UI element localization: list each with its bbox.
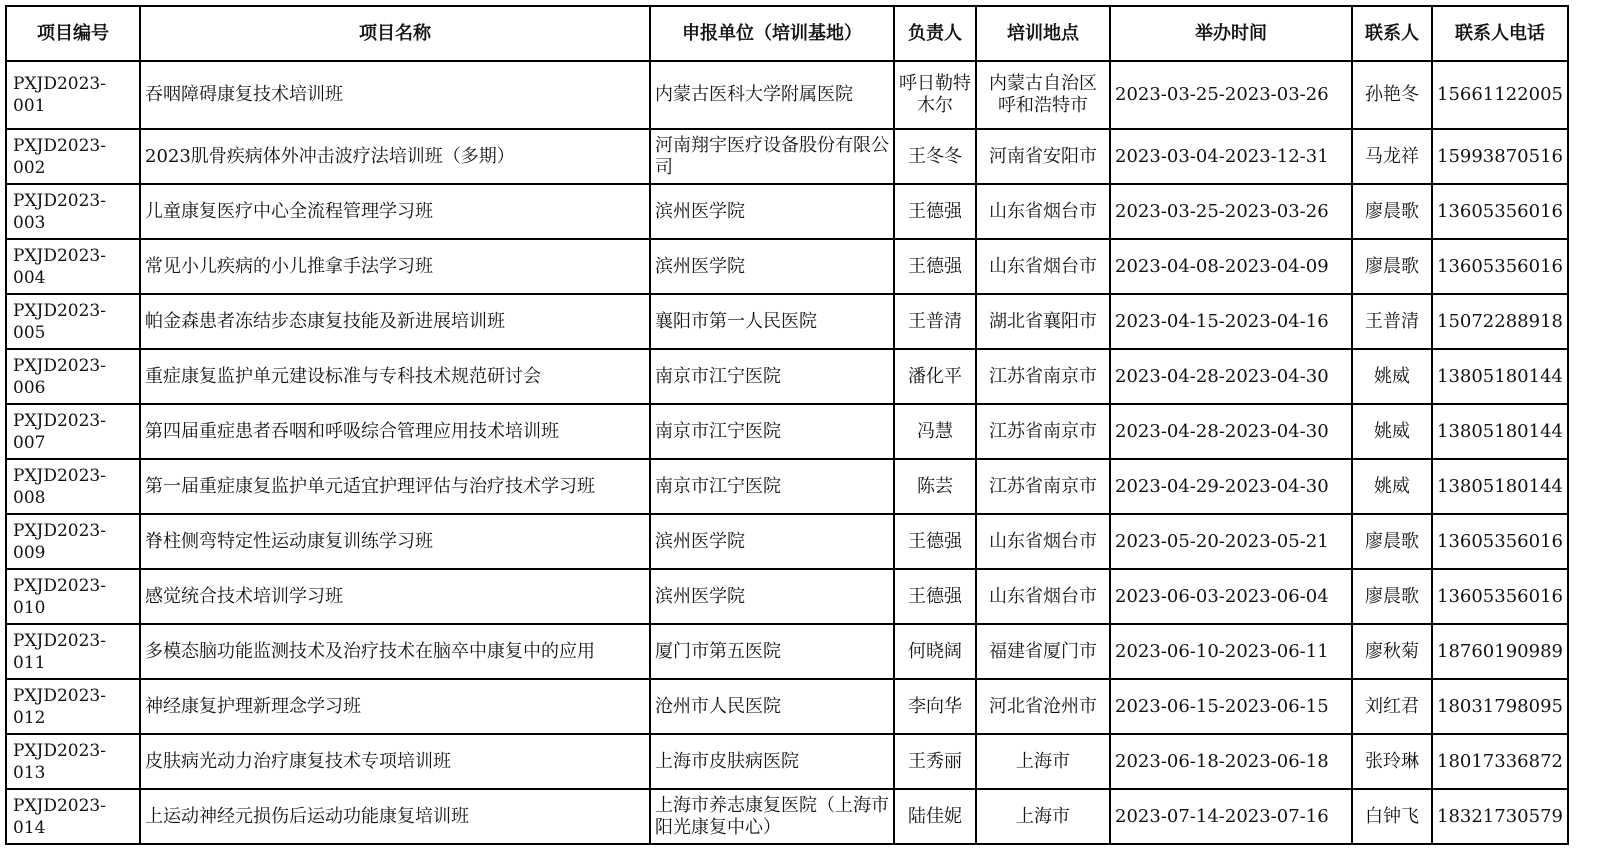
header-name: 项目名称 [140,6,650,61]
cell-name: 皮肤病光动力治疗康复技术专项培训班 [140,734,650,789]
cell-location: 江苏省南京市 [976,404,1110,459]
table-row [6,239,1568,294]
header-unit: 申报单位（培训基地） [650,6,894,61]
cell-name: 儿童康复医疗中心全流程管理学习班 [140,184,650,239]
cell-lead: 冯慧 [894,404,976,459]
cell-contact: 姚威 [1352,349,1432,404]
cell-phone: 15072288918 [1432,294,1568,349]
cell-name: 重症康复监护单元建设标准与专科技术规范研讨会 [140,349,650,404]
cell-code: PXJD2023-001 [6,61,140,129]
cell-name: 上运动神经元损伤后运动功能康复培训班 [140,789,650,844]
table-row [6,349,1568,404]
table-row [6,184,1568,239]
cell-phone: 18321730579 [1432,789,1568,844]
cell-lead: 王德强 [894,184,976,239]
table-row [6,294,1568,349]
cell-location: 山东省烟台市 [976,239,1110,294]
cell-phone: 13805180144 [1432,459,1568,514]
cell-lead: 王普清 [894,294,976,349]
cell-date: 2023-04-28-2023-04-30 [1110,404,1352,459]
cell-unit: 滨州医学院 [650,569,894,624]
cell-lead: 王德强 [894,514,976,569]
cell-contact: 马龙祥 [1352,129,1432,184]
cell-contact: 白钟飞 [1352,789,1432,844]
cell-code: PXJD2023-006 [6,349,140,404]
cell-contact: 姚威 [1352,404,1432,459]
cell-code: PXJD2023-012 [6,679,140,734]
cell-location: 山东省烟台市 [976,569,1110,624]
training-project-table [5,5,1569,845]
cell-code: PXJD2023-002 [6,129,140,184]
cell-name: 吞咽障碍康复技术培训班 [140,61,650,129]
cell-location: 江苏省南京市 [976,349,1110,404]
header-code: 项目编号 [6,6,140,61]
cell-contact: 廖秋菊 [1352,624,1432,679]
table-body [6,61,1568,844]
cell-lead: 王秀丽 [894,734,976,789]
cell-phone: 13605356016 [1432,184,1568,239]
cell-lead: 王冬冬 [894,129,976,184]
cell-code: PXJD2023-004 [6,239,140,294]
training-project-sheet [5,5,1569,845]
table-row [6,789,1568,844]
cell-contact: 孙艳冬 [1352,61,1432,129]
cell-contact: 廖晨歌 [1352,184,1432,239]
cell-contact: 廖晨歌 [1352,514,1432,569]
cell-date: 2023-03-25-2023-03-26 [1110,184,1352,239]
header-row [6,6,1568,61]
table-row [6,129,1568,184]
cell-location: 河北省沧州市 [976,679,1110,734]
table-row [6,459,1568,514]
cell-unit: 内蒙古医科大学附属医院 [650,61,894,129]
cell-contact: 张玲琳 [1352,734,1432,789]
cell-date: 2023-06-15-2023-06-15 [1110,679,1352,734]
cell-date: 2023-06-18-2023-06-18 [1110,734,1352,789]
cell-unit: 沧州市人民医院 [650,679,894,734]
cell-unit: 南京市江宁医院 [650,459,894,514]
table-row [6,734,1568,789]
cell-code: PXJD2023-010 [6,569,140,624]
cell-date: 2023-06-03-2023-06-04 [1110,569,1352,624]
cell-date: 2023-04-28-2023-04-30 [1110,349,1352,404]
cell-unit: 滨州医学院 [650,239,894,294]
cell-contact: 姚威 [1352,459,1432,514]
cell-name: 第一届重症康复监护单元适宜护理评估与治疗技术学习班 [140,459,650,514]
cell-unit: 河南翔宇医疗设备股份有限公司 [650,129,894,184]
table-row [6,679,1568,734]
cell-date: 2023-05-20-2023-05-21 [1110,514,1352,569]
cell-lead: 陈芸 [894,459,976,514]
cell-contact: 刘红君 [1352,679,1432,734]
cell-phone: 13805180144 [1432,349,1568,404]
header-contact: 联系人 [1352,6,1432,61]
cell-phone: 18760190989 [1432,624,1568,679]
cell-name: 神经康复护理新理念学习班 [140,679,650,734]
cell-lead: 李向华 [894,679,976,734]
cell-date: 2023-03-04-2023-12-31 [1110,129,1352,184]
cell-date: 2023-04-29-2023-04-30 [1110,459,1352,514]
cell-name: 帕金森患者冻结步态康复技能及新进展培训班 [140,294,650,349]
cell-lead: 何晓阔 [894,624,976,679]
cell-location: 上海市 [976,734,1110,789]
cell-code: PXJD2023-013 [6,734,140,789]
cell-phone: 13805180144 [1432,404,1568,459]
cell-unit: 襄阳市第一人民医院 [650,294,894,349]
cell-date: 2023-06-10-2023-06-11 [1110,624,1352,679]
cell-unit: 上海市皮肤病医院 [650,734,894,789]
header-phone: 联系人电话 [1432,6,1568,61]
cell-phone: 15993870516 [1432,129,1568,184]
cell-date: 2023-03-25-2023-03-26 [1110,61,1352,129]
cell-phone: 13605356016 [1432,569,1568,624]
cell-unit: 上海市养志康复医院（上海市阳光康复中心） [650,789,894,844]
cell-location: 江苏省南京市 [976,459,1110,514]
table-row [6,514,1568,569]
cell-lead: 呼日勒特木尔 [894,61,976,129]
cell-lead: 王德强 [894,569,976,624]
cell-phone: 13605356016 [1432,239,1568,294]
cell-contact: 王普清 [1352,294,1432,349]
cell-code: PXJD2023-007 [6,404,140,459]
cell-name: 2023肌骨疾病体外冲击波疗法培训班（多期） [140,129,650,184]
table-row [6,624,1568,679]
cell-location: 上海市 [976,789,1110,844]
cell-location: 内蒙古自治区呼和浩特市 [976,61,1110,129]
cell-unit: 滨州医学院 [650,184,894,239]
cell-lead: 陆佳妮 [894,789,976,844]
table-row [6,404,1568,459]
cell-name: 多模态脑功能监测技术及治疗技术在脑卒中康复中的应用 [140,624,650,679]
header-location: 培训地点 [976,6,1110,61]
cell-lead: 王德强 [894,239,976,294]
cell-lead: 潘化平 [894,349,976,404]
cell-phone: 18017336872 [1432,734,1568,789]
table-row [6,61,1568,129]
cell-code: PXJD2023-011 [6,624,140,679]
header-lead: 负责人 [894,6,976,61]
cell-name: 脊柱侧弯特定性运动康复训练学习班 [140,514,650,569]
cell-contact: 廖晨歌 [1352,239,1432,294]
cell-location: 福建省厦门市 [976,624,1110,679]
cell-date: 2023-07-14-2023-07-16 [1110,789,1352,844]
cell-phone: 18031798095 [1432,679,1568,734]
cell-phone: 15661122005 [1432,61,1568,129]
cell-phone: 13605356016 [1432,514,1568,569]
cell-unit: 南京市江宁医院 [650,349,894,404]
cell-location: 河南省安阳市 [976,129,1110,184]
cell-date: 2023-04-15-2023-04-16 [1110,294,1352,349]
cell-code: PXJD2023-008 [6,459,140,514]
cell-name: 第四届重症患者吞咽和呼吸综合管理应用技术培训班 [140,404,650,459]
cell-code: PXJD2023-005 [6,294,140,349]
cell-name: 常见小儿疾病的小儿推拿手法学习班 [140,239,650,294]
cell-code: PXJD2023-009 [6,514,140,569]
cell-date: 2023-04-08-2023-04-09 [1110,239,1352,294]
table-row [6,569,1568,624]
cell-code: PXJD2023-014 [6,789,140,844]
cell-unit: 厦门市第五医院 [650,624,894,679]
cell-unit: 滨州医学院 [650,514,894,569]
cell-location: 山东省烟台市 [976,184,1110,239]
header-date: 举办时间 [1110,6,1352,61]
cell-contact: 廖晨歌 [1352,569,1432,624]
cell-code: PXJD2023-003 [6,184,140,239]
cell-location: 湖北省襄阳市 [976,294,1110,349]
cell-location: 山东省烟台市 [976,514,1110,569]
cell-unit: 南京市江宁医院 [650,404,894,459]
cell-name: 感觉统合技术培训学习班 [140,569,650,624]
